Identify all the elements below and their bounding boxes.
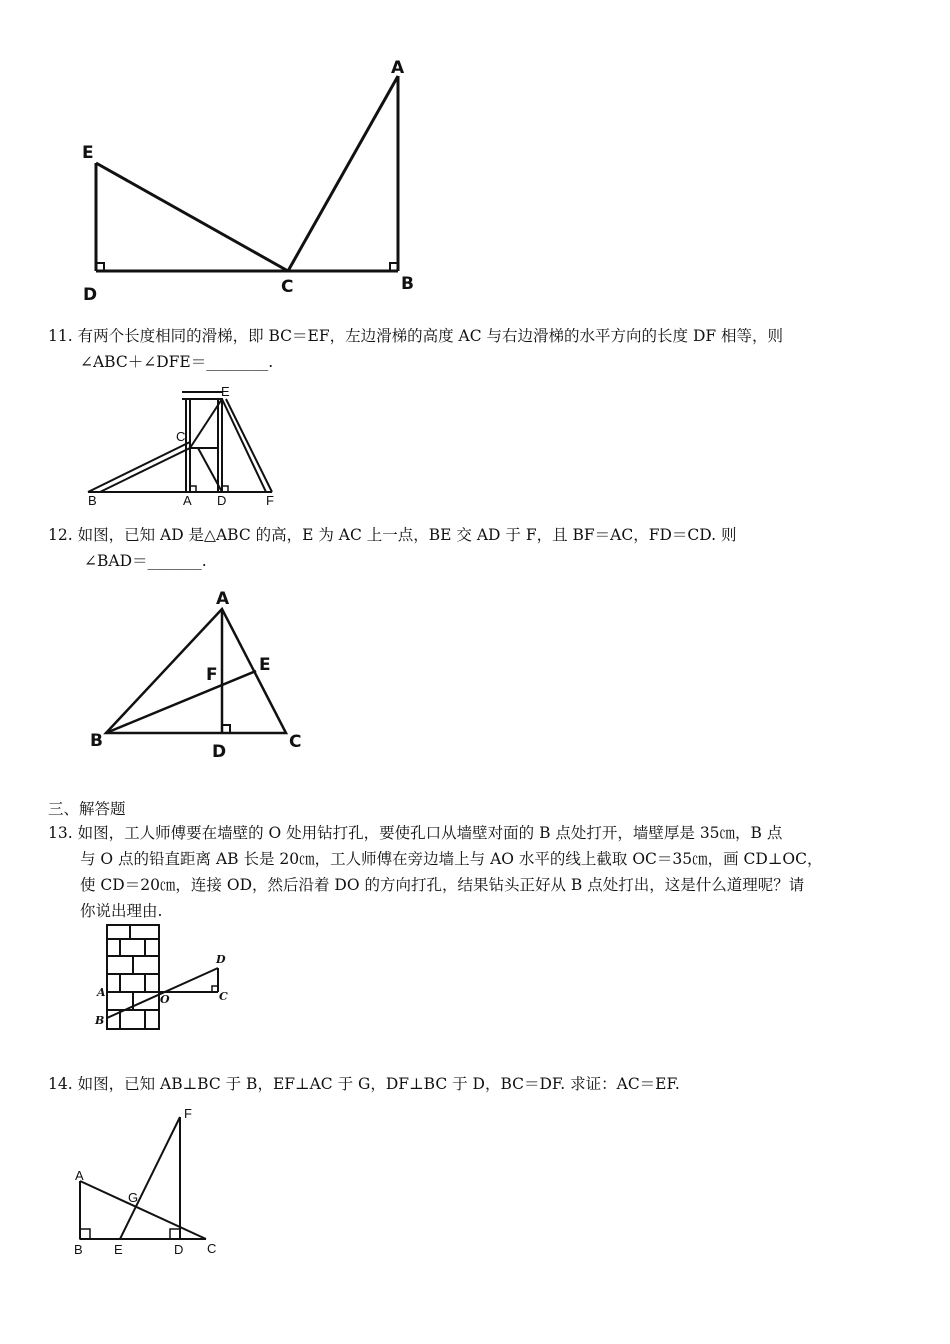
label-B: B <box>401 274 414 294</box>
label-A: A <box>97 986 106 999</box>
label-C: C <box>289 732 302 752</box>
label-E: E <box>259 655 271 675</box>
q12-line2: ∠BAD＝_______. <box>84 552 207 570</box>
label-E: E <box>114 1242 123 1257</box>
q13-line4: 你说出理由. <box>80 902 163 920</box>
section-title: 三、解答题 <box>48 800 126 818</box>
label-A: A <box>391 58 405 78</box>
q13-line2: 与 O 点的铅直距离 AB 长是 20㎝，工人师傅在旁边墙上与 AO 水平的线上截取 OC＝35㎝，画 CD⊥OC， <box>80 850 823 868</box>
label-D: D <box>216 953 226 966</box>
label-A: A <box>216 589 230 609</box>
q11-line2: ∠ABC＋∠DFE＝________. <box>80 353 274 371</box>
label-C: C <box>281 277 294 297</box>
label-D: D <box>174 1242 184 1257</box>
label-B: B <box>88 493 97 508</box>
label-E: E <box>82 143 94 163</box>
q11-line1: 11. 有两个长度相同的滑梯，即 BC＝EF，左边滑梯的高度 AC 与右边滑梯的水平方向的长度 DF 相等，则 <box>48 327 784 345</box>
label-O: O <box>160 993 170 1006</box>
label-F: F <box>184 1106 192 1121</box>
label-E: E <box>221 384 230 399</box>
label-C: C <box>176 429 186 444</box>
q14-line1: 14. 如图，已知 AB⊥BC 于 B，EF⊥AC 于 G，DF⊥BC 于 D，BC＝DF. 求证：AC＝EF. <box>48 1075 680 1093</box>
label-B: B <box>95 1014 105 1027</box>
label-D: D <box>212 742 227 762</box>
label-B: B <box>90 731 103 751</box>
label-C: C <box>219 990 228 1003</box>
label-A: A <box>75 1168 84 1183</box>
q12-line1: 12. 如图，已知 AD 是△ABC 的高，E 为 AC 上一点，BE 交 AD 于 F，且 BF＝AC，FD＝CD. 则 <box>48 526 737 544</box>
label-A: A <box>183 493 192 508</box>
label-F: F <box>206 665 218 685</box>
label-B: B <box>74 1242 83 1257</box>
q13-line3: 使 CD＝20㎝，连接 OD，然后沿着 DO 的方向打孔，结果钻头正好从 B 点处打出，这是什么道理呢？请 <box>80 876 805 894</box>
label-C: C <box>207 1241 217 1256</box>
label-F: F <box>266 493 274 508</box>
label-D: D <box>83 285 98 305</box>
label-G: G <box>128 1190 139 1205</box>
label-D: D <box>217 493 227 508</box>
q13-line1: 13. 如图，工人师傅要在墙壁的 O 处用钻打孔，要使孔口从墙壁对面的 B 点处打开，墙壁厚是 35㎝，B 点 <box>48 824 783 842</box>
